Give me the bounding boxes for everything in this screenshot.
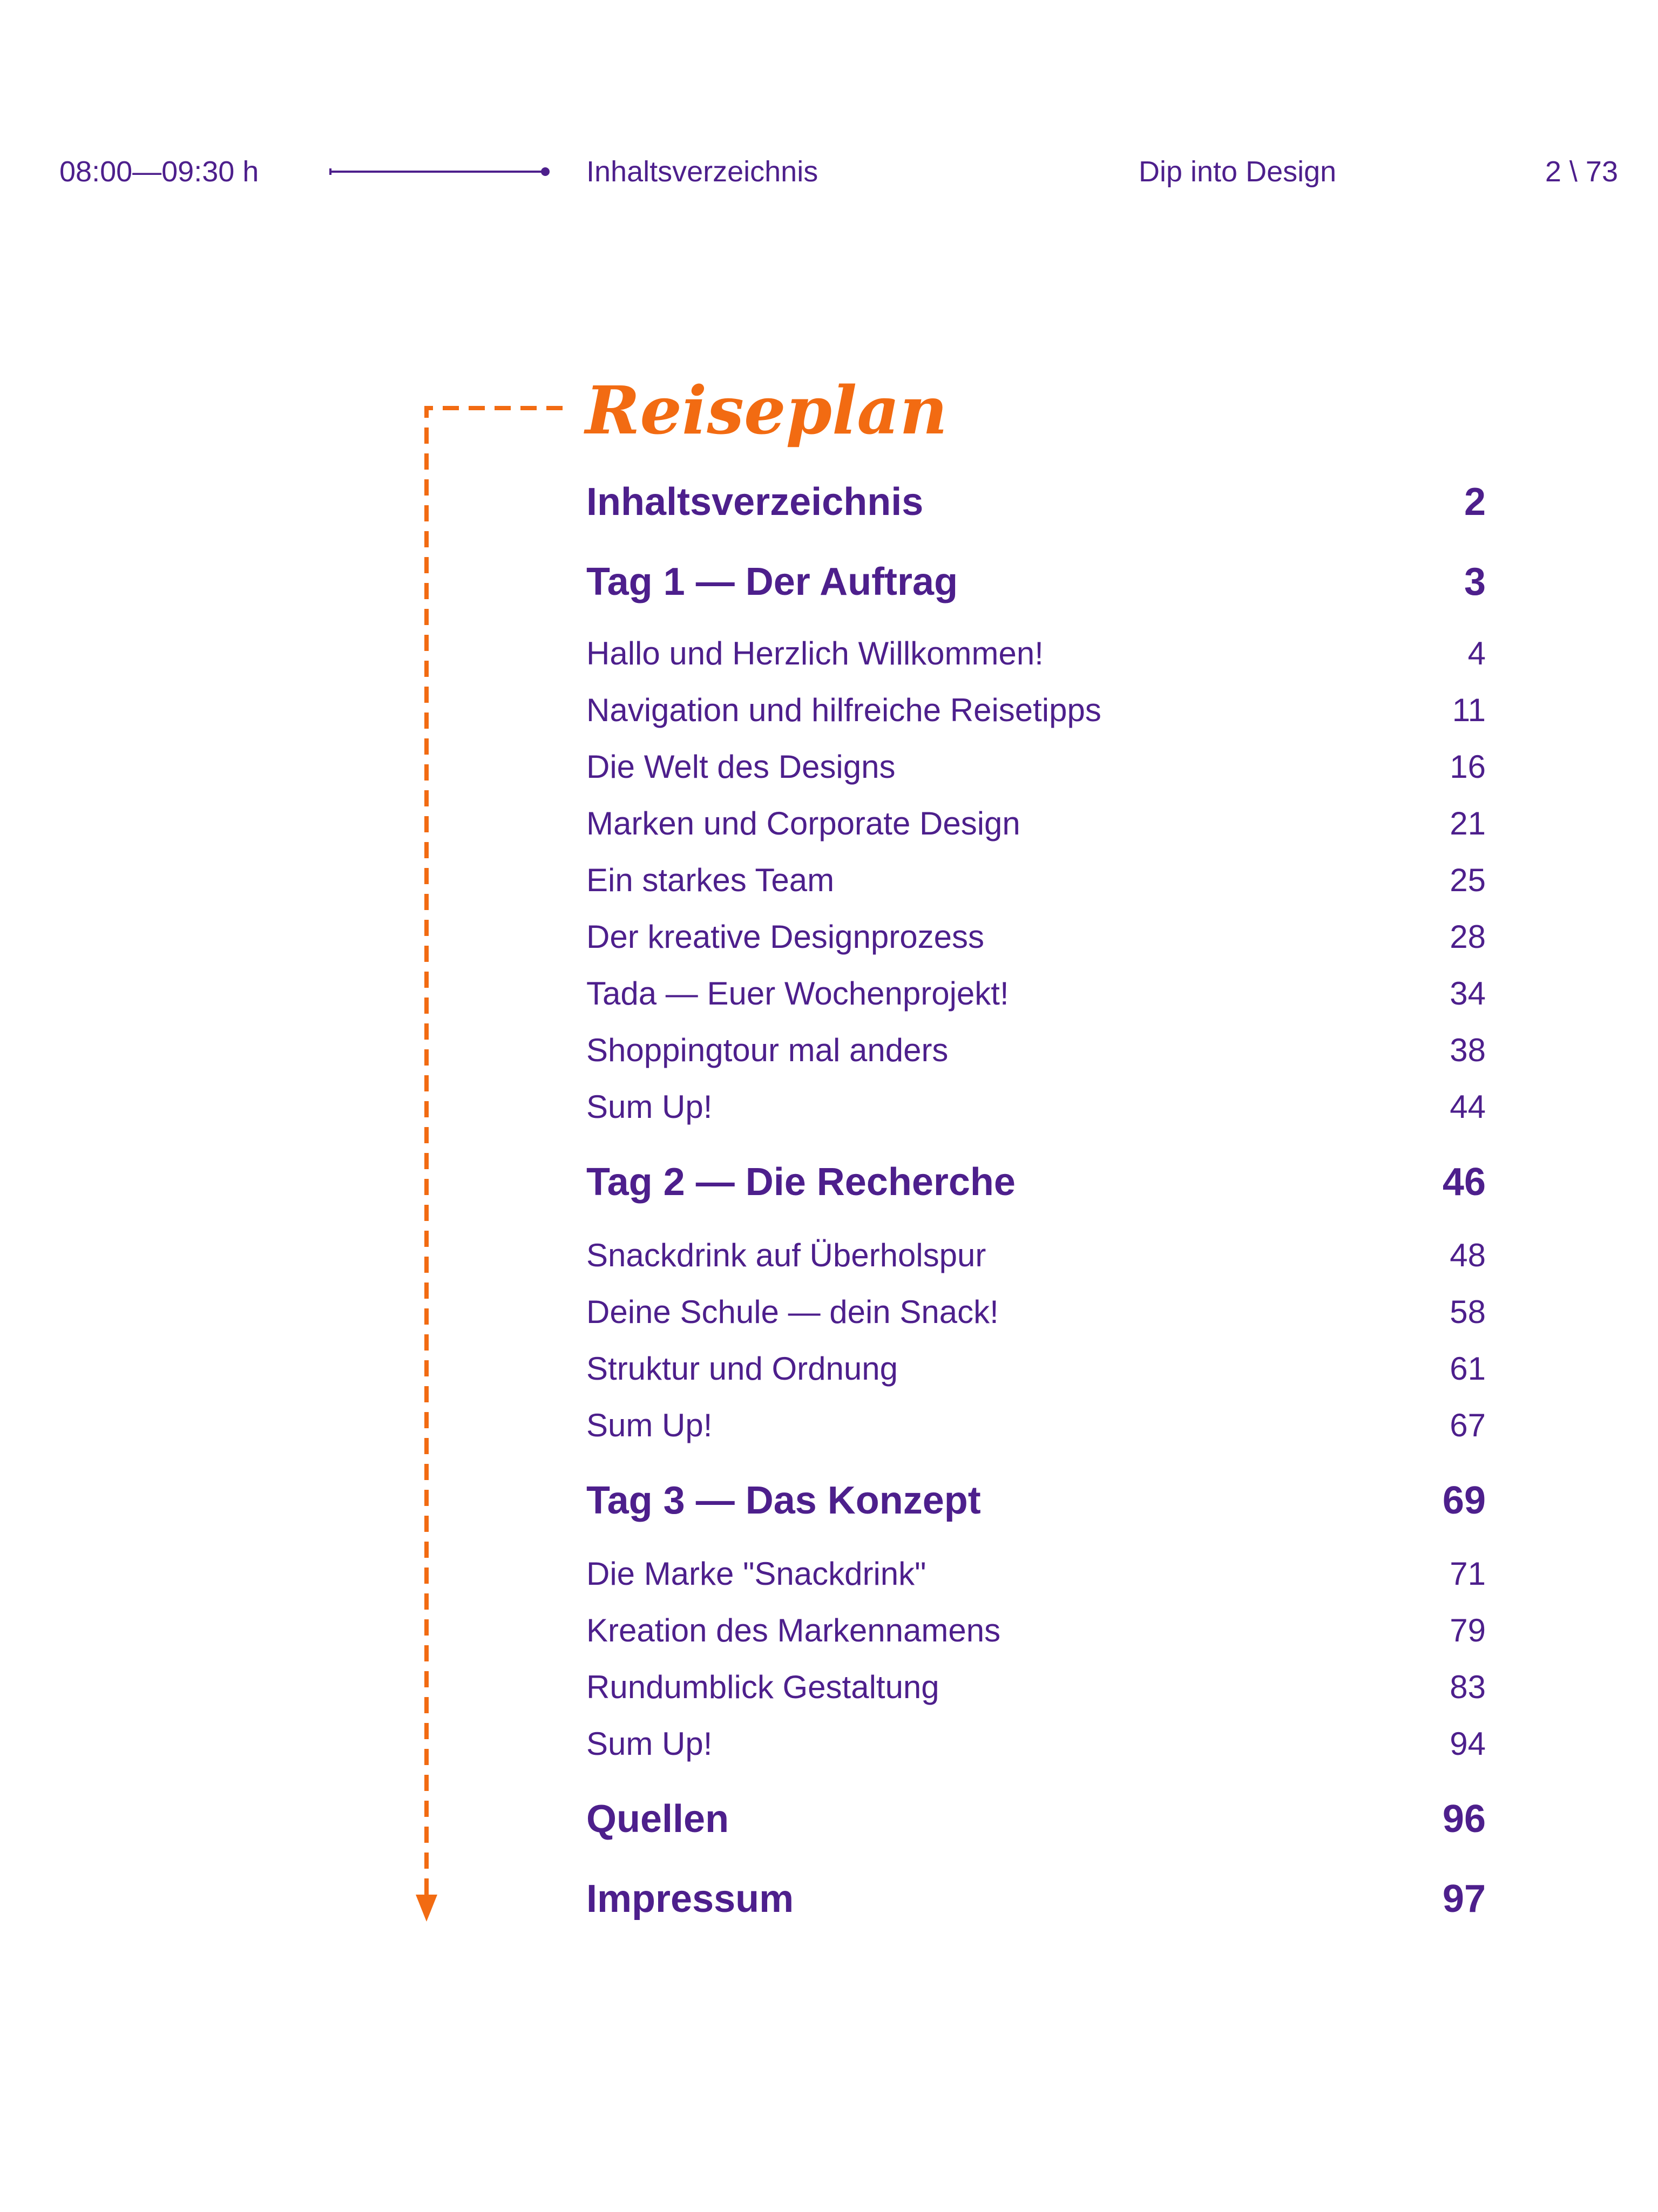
toc-entry-page: 28 <box>1450 918 1486 955</box>
toc-entry-page: 44 <box>1450 1088 1486 1125</box>
toc-entry-page: 38 <box>1450 1032 1486 1068</box>
toc-entry-page: 97 <box>1442 1877 1486 1921</box>
toc-entry-page: 25 <box>1450 861 1486 898</box>
toc-entry-page: 94 <box>1450 1725 1486 1762</box>
toc-entry[interactable] <box>586 1603 1486 1657</box>
toc-entry[interactable] <box>586 626 1486 680</box>
toc-entry-page: 79 <box>1450 1612 1486 1648</box>
toc-entry[interactable] <box>586 1023 1486 1077</box>
toc-entry-page: 58 <box>1450 1293 1486 1330</box>
line-with-dot-icon <box>329 166 551 177</box>
toc-entry-label: Die Welt des Designs <box>586 748 896 785</box>
toc-entry-page: 71 <box>1450 1555 1486 1592</box>
toc-entry[interactable] <box>586 1872 1486 1926</box>
toc-entry-label: Ein starkes Team <box>586 861 835 898</box>
toc-entry-label: Rundumblick Gestaltung <box>586 1668 939 1705</box>
toc-entry-label: Tag 3 — Das Konzept <box>586 1479 981 1522</box>
toc-entry[interactable] <box>586 1398 1486 1452</box>
toc-entry[interactable] <box>586 1341 1486 1395</box>
toc-entry-page: 67 <box>1450 1407 1486 1443</box>
toc-entry-label: Quellen <box>586 1797 729 1841</box>
toc-entry-page: 69 <box>1442 1479 1486 1522</box>
toc-entry-label: Sum Up! <box>586 1725 713 1762</box>
toc-entry[interactable] <box>586 1474 1486 1528</box>
toc-entry[interactable] <box>586 1546 1486 1600</box>
toc-entry-page: 34 <box>1450 975 1486 1012</box>
toc-entry[interactable] <box>586 1285 1486 1339</box>
toc-entry-label: Sum Up! <box>586 1407 713 1443</box>
toc-entry-page: 46 <box>1442 1161 1486 1204</box>
time-range: 08:00—09:30 h <box>59 155 259 188</box>
toc-entry[interactable] <box>586 966 1486 1020</box>
toc-entry-label: Snackdrink auf Überholspur <box>586 1237 986 1273</box>
toc-entry[interactable] <box>586 683 1486 737</box>
toc-entry-label: Marken und Corporate Design <box>586 805 1020 842</box>
toc-entry-page: 61 <box>1450 1350 1486 1387</box>
book-title: Dip into Design <box>1139 155 1337 188</box>
toc-entry-label: Inhaltsverzeichnis <box>586 480 924 524</box>
toc-title: Reiseplan <box>585 371 948 449</box>
toc-entry-label: Sum Up! <box>586 1088 713 1125</box>
toc-entry-label: Impressum <box>586 1877 794 1921</box>
toc-entry-page: 83 <box>1450 1668 1486 1705</box>
toc-entry[interactable] <box>586 1080 1486 1134</box>
toc-entry-page: 96 <box>1442 1797 1486 1841</box>
toc-entry[interactable] <box>586 739 1486 793</box>
dashed-arrow-down-icon <box>410 389 583 1927</box>
toc-entry-label: Navigation und hilfreiche Reisetipps <box>586 691 1101 728</box>
page-counter: 2 \ 73 <box>1545 155 1618 188</box>
section-name: Inhaltsverzeichnis <box>586 155 818 188</box>
toc-entry[interactable] <box>586 475 1486 529</box>
toc-entry-label: Tag 2 — Die Recherche <box>586 1161 1016 1204</box>
toc-entry-label: Deine Schule — dein Snack! <box>586 1293 999 1330</box>
toc-entry-page: 2 <box>1464 480 1486 524</box>
toc-entry[interactable] <box>586 555 1486 609</box>
toc-entry-label: Kreation des Markennamens <box>586 1612 1001 1648</box>
toc-entry-label: Tag 1 — Der Auftrag <box>586 560 958 603</box>
toc-entry-label: Hallo und Herzlich Willkommen! <box>586 635 1044 671</box>
toc-entry-label: Der kreative Designprozess <box>586 918 984 955</box>
toc-entry[interactable] <box>586 1228 1486 1282</box>
toc-entry-label: Die Marke "Snackdrink" <box>586 1555 926 1592</box>
toc-entry[interactable] <box>586 1716 1486 1770</box>
toc-entry-label: Tada — Euer Wochenprojekt! <box>586 975 1009 1012</box>
page-header <box>0 150 1658 193</box>
toc-entry-page: 21 <box>1450 805 1486 842</box>
toc-entry-page: 11 <box>1452 691 1486 728</box>
toc-entry-page: 3 <box>1464 560 1486 603</box>
toc-entry[interactable] <box>586 1792 1486 1846</box>
toc-entry[interactable] <box>586 910 1486 963</box>
toc-entry-page: 48 <box>1450 1237 1486 1273</box>
toc-entry-label: Struktur und Ordnung <box>586 1350 898 1387</box>
toc-entry-page: 16 <box>1450 748 1486 785</box>
toc-entry[interactable] <box>586 853 1486 907</box>
toc-entry[interactable] <box>586 1155 1486 1209</box>
toc-entry-page: 4 <box>1467 635 1486 671</box>
toc-entry[interactable] <box>586 796 1486 850</box>
toc-entry-label: Shoppingtour mal anders <box>586 1032 949 1068</box>
toc-entry[interactable] <box>586 1660 1486 1714</box>
